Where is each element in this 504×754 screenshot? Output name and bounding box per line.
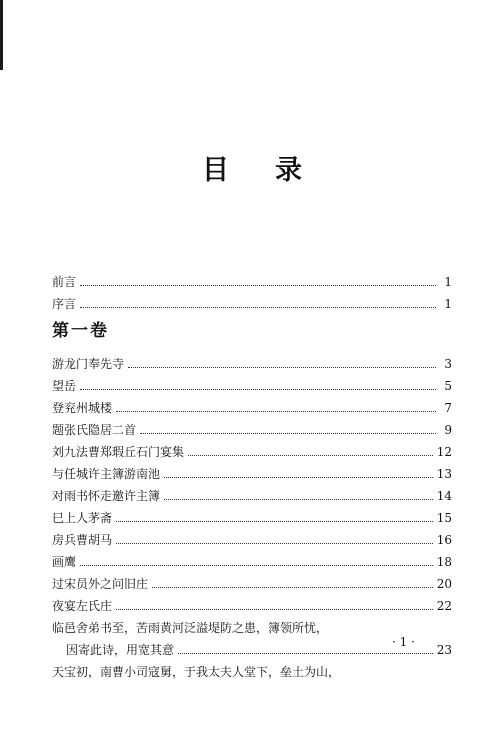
leader-dots (152, 587, 433, 588)
toc-entry-page: 5 (444, 379, 452, 393)
leader-dots (116, 609, 433, 610)
leader-dots (128, 367, 436, 368)
leader-dots (116, 543, 433, 544)
toc-entry[interactable] (52, 506, 452, 526)
toc-entry-label: 巳上人茅斋 (52, 511, 113, 525)
toc-entry-label: 房兵曹胡马 (52, 533, 113, 547)
toc-entry-page: 13 (436, 467, 452, 481)
toc-entry-multiline-start[interactable] (52, 660, 452, 680)
leader-dots (116, 521, 433, 522)
leader-dots (80, 389, 436, 390)
toc-entry-label: 刘九法曹郑瑕丘石门宴集 (52, 445, 185, 459)
toc-entry-page: 15 (436, 511, 452, 525)
title-char-1: 目 (202, 155, 229, 186)
toc-entry-label: 前言 (52, 275, 77, 289)
toc-entry[interactable] (52, 374, 452, 394)
leader-dots (140, 433, 436, 434)
toc-entry-label: 对雨书怀走邀许主簿 (52, 489, 161, 503)
toc-entry[interactable] (52, 396, 452, 416)
toc-entry[interactable] (52, 352, 452, 372)
page-title (0, 154, 504, 194)
toc-entry-multiline-start[interactable] (52, 616, 452, 636)
title-char-2: 录 (275, 155, 302, 186)
page-folio: · 1 · (392, 635, 415, 649)
toc-entry[interactable] (52, 462, 452, 482)
toc-entry-label: 夜宴左氏庄 (52, 599, 113, 613)
toc-entry-page: 18 (436, 555, 452, 569)
toc-entry[interactable] (52, 528, 452, 548)
toc-entry-label: 登兖州城楼 (52, 401, 113, 415)
toc-entry-page: 1 (444, 297, 452, 311)
leader-dots (116, 411, 436, 412)
toc-entry[interactable] (52, 550, 452, 570)
toc-entry-label: 游龙门奉先寺 (52, 357, 125, 371)
toc-entry[interactable] (52, 484, 452, 504)
leader-dots (80, 307, 436, 308)
toc-entry-page: 1 (444, 275, 452, 289)
toc-entry-label: 因寄此诗，用宽其意 (66, 643, 175, 657)
leader-dots (164, 499, 433, 500)
toc-entry-page: 16 (436, 533, 452, 547)
volume-heading: 第一卷 (52, 321, 109, 341)
leader-dots (80, 565, 433, 566)
leader-dots (178, 653, 433, 654)
toc-entry-page: 23 (436, 643, 452, 657)
toc-entry-page: 20 (436, 577, 452, 591)
toc-entry-label: 望岳 (52, 379, 77, 393)
toc-entry-page: 22 (436, 599, 452, 613)
toc-entry-label: 画鹰 (52, 555, 77, 569)
toc-entry-page: 14 (436, 489, 452, 503)
toc-entry-label: 天宝初，南曹小司寇舅，于我太夫人堂下，垒土为山， (52, 665, 341, 679)
binding-edge-mark (0, 0, 3, 70)
leader-dots (164, 477, 433, 478)
toc-entry-foreword[interactable] (52, 292, 452, 312)
leader-dots (80, 285, 436, 286)
toc-entry-page: 12 (436, 445, 452, 459)
leader-dots (188, 455, 433, 456)
toc-entry-label: 题张氏隐居二首 (52, 423, 137, 437)
toc-entry-page: 7 (444, 401, 452, 415)
toc-entry-label: 序言 (52, 297, 77, 311)
toc-entry-preface[interactable] (52, 270, 452, 290)
toc-entry-label: 过宋员外之问旧庄 (52, 577, 149, 591)
toc-entry-page: 3 (444, 357, 452, 371)
toc-entry-label: 与任城许主簿游南池 (52, 467, 161, 481)
toc-entry-label: 临邑舍弟书至，苦雨黄河泛溢堤防之患，簿领所忧， (52, 621, 329, 635)
toc-entry[interactable] (52, 594, 452, 614)
toc-entry[interactable] (52, 572, 452, 592)
toc-entry[interactable] (52, 418, 452, 438)
toc-entry-page: 9 (444, 423, 452, 437)
toc-entry[interactable] (52, 440, 452, 460)
